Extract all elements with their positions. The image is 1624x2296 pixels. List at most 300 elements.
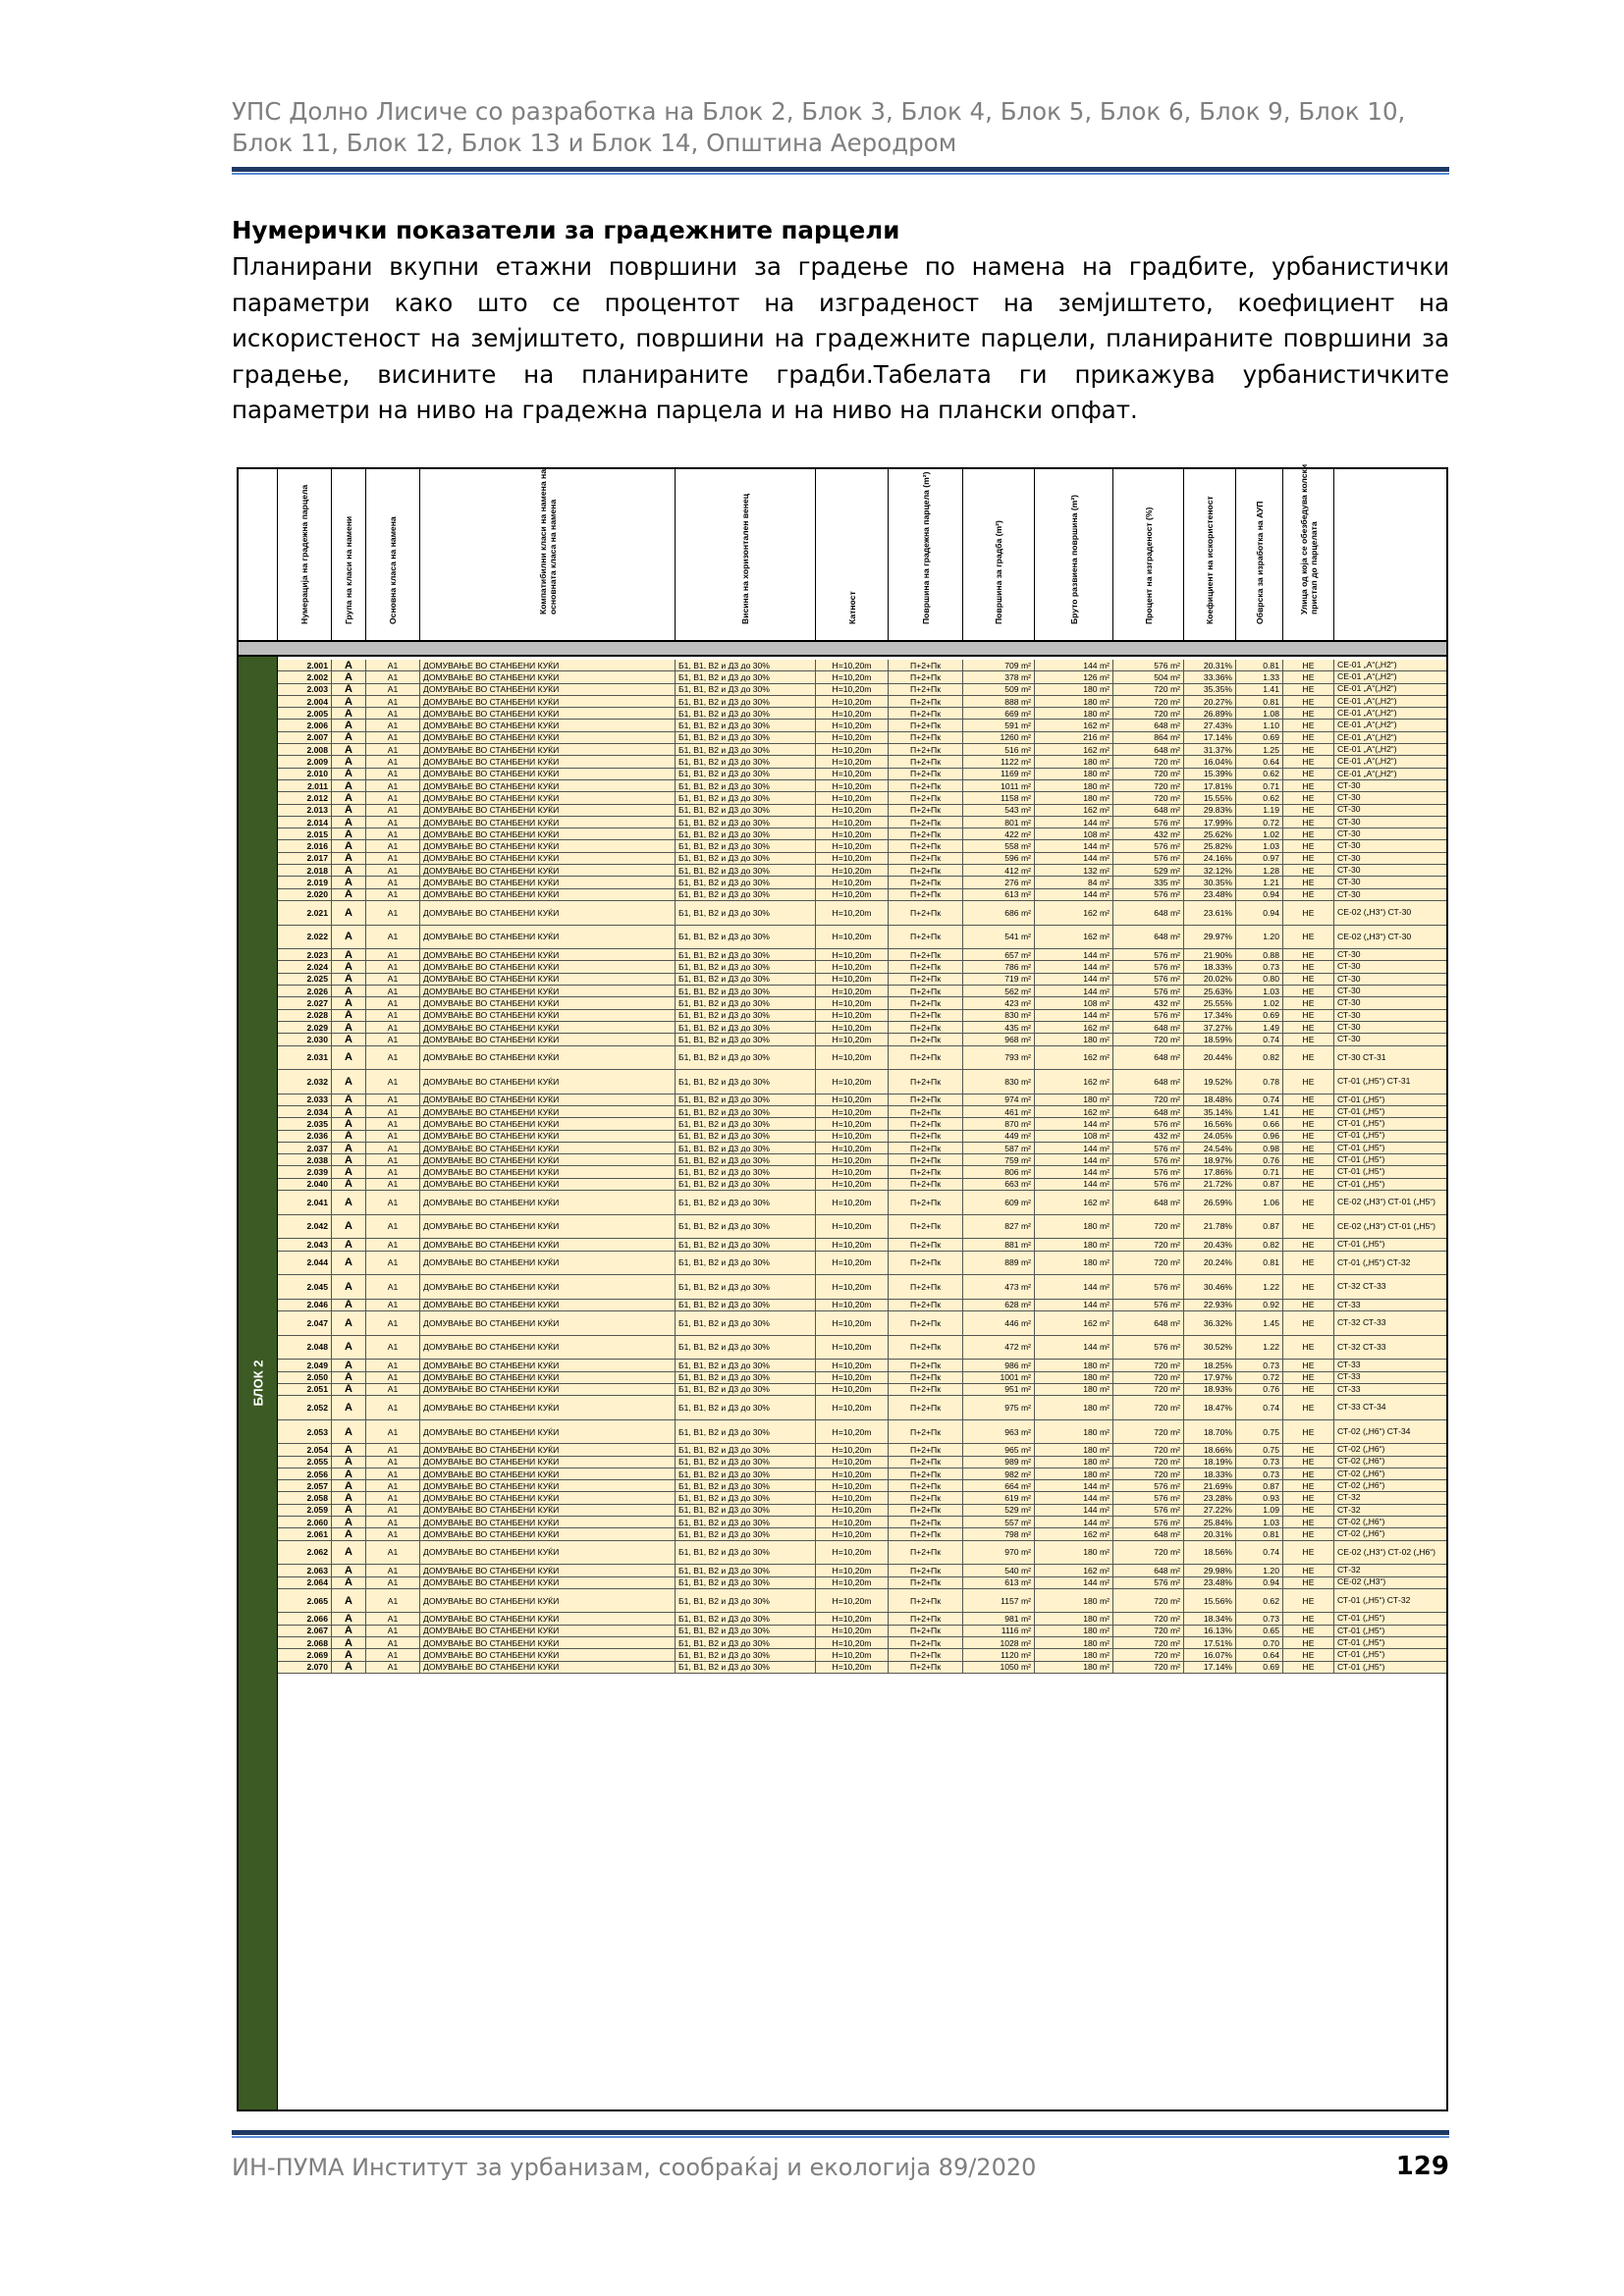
class-group: А bbox=[332, 732, 366, 743]
base-class-name: ДОМУВАЊЕ ВО СТАНБЕНИ КУЌИ bbox=[420, 744, 676, 755]
table-row bbox=[278, 1396, 1446, 1420]
block-label: БЛОК 2 bbox=[250, 1360, 265, 1407]
floors: П+2+Пк bbox=[889, 756, 963, 767]
parcel-number: 2.045 bbox=[278, 1275, 332, 1299]
aup-obligation: НЕ bbox=[1283, 660, 1334, 670]
base-class: А1 bbox=[366, 1384, 420, 1395]
access-street: СТ-32 СТ-33 bbox=[1337, 1281, 1386, 1292]
built-percentage: 25.63% bbox=[1184, 986, 1236, 996]
parcel-number: 2.059 bbox=[278, 1505, 332, 1516]
building-area: 180 m² bbox=[1035, 1541, 1113, 1565]
parcel-number: 2.029 bbox=[278, 1022, 332, 1033]
base-class: А1 bbox=[366, 684, 420, 695]
aup-obligation: НЕ bbox=[1283, 865, 1334, 876]
plot-area: 975 m² bbox=[963, 1396, 1035, 1419]
class-group: А bbox=[332, 1131, 366, 1142]
building-area: 144 m² bbox=[1035, 1118, 1113, 1129]
building-area: 180 m² bbox=[1035, 1589, 1113, 1613]
cornice-height: Н=10,20m bbox=[816, 1649, 889, 1660]
column-header-label: Улица од која се обезбедува колски пристап до парцелата bbox=[1298, 463, 1319, 614]
cornice-height: Н=10,20m bbox=[816, 1275, 889, 1299]
base-class: А1 bbox=[366, 744, 420, 755]
base-class-name: ДОМУВАЊЕ ВО СТАНБЕНИ КУЌИ bbox=[420, 1106, 676, 1117]
building-area: 180 m² bbox=[1035, 1637, 1113, 1648]
building-area: 162 m² bbox=[1035, 1106, 1113, 1117]
built-percentage: 17.14% bbox=[1184, 732, 1236, 743]
compatible-classes: Б1, В1, В2 и Д3 до 30% bbox=[676, 1420, 816, 1444]
base-class: А1 bbox=[366, 1420, 420, 1444]
compatible-classes: Б1, В1, В2 и Д3 до 30% bbox=[676, 1118, 816, 1129]
cornice-height: Н=10,20m bbox=[816, 926, 889, 949]
table-row bbox=[278, 720, 1446, 731]
gross-area: 576 m² bbox=[1113, 949, 1184, 960]
building-area: 180 m² bbox=[1035, 792, 1113, 803]
plot-area: 558 m² bbox=[963, 840, 1035, 851]
plot-area: 888 m² bbox=[963, 696, 1035, 707]
aup-obligation: НЕ bbox=[1283, 1649, 1334, 1660]
built-percentage: 15.55% bbox=[1184, 792, 1236, 803]
gross-area: 648 m² bbox=[1113, 1022, 1184, 1033]
parcel-number: 2.070 bbox=[278, 1662, 332, 1673]
aup-obligation: НЕ bbox=[1283, 1336, 1334, 1360]
access-street: СЕ-02 („Н3“) СТ-01 („Н5“) bbox=[1337, 1220, 1435, 1231]
compatible-classes: Б1, В1, В2 и Д3 до 30% bbox=[676, 1275, 816, 1299]
plot-area: 951 m² bbox=[963, 1384, 1035, 1395]
access-street: СТ-32 СТ-33 bbox=[1337, 1341, 1386, 1352]
base-class-name: ДОМУВАЊЕ ВО СТАНБЕНИ КУЌИ bbox=[420, 1022, 676, 1033]
cornice-height: Н=10,20m bbox=[816, 1577, 889, 1588]
cornice-height: Н=10,20m bbox=[816, 660, 889, 670]
cornice-height: Н=10,20m bbox=[816, 901, 889, 925]
use-coefficient: 1.33 bbox=[1236, 671, 1283, 682]
compatible-classes: Б1, В1, В2 и Д3 до 30% bbox=[676, 1517, 816, 1527]
table-row bbox=[278, 901, 1446, 926]
base-class: А1 bbox=[366, 1360, 420, 1370]
use-coefficient: 0.88 bbox=[1236, 949, 1283, 960]
gross-area: 529 m² bbox=[1113, 865, 1184, 876]
use-coefficient: 0.81 bbox=[1236, 1528, 1283, 1539]
use-coefficient: 0.74 bbox=[1236, 1396, 1283, 1419]
table-row bbox=[278, 1589, 1446, 1614]
building-area: 144 m² bbox=[1035, 1336, 1113, 1360]
built-percentage: 29.98% bbox=[1184, 1565, 1236, 1575]
aup-obligation: НЕ bbox=[1283, 853, 1334, 864]
plot-area: 596 m² bbox=[963, 853, 1035, 864]
column-header-label: Коефициент на искористеност bbox=[1205, 496, 1215, 624]
class-group: А bbox=[332, 1154, 366, 1165]
parcel-number: 2.004 bbox=[278, 696, 332, 707]
built-percentage: 27.43% bbox=[1184, 720, 1236, 730]
gross-area: 576 m² bbox=[1113, 1166, 1184, 1177]
page-number: 129 bbox=[1395, 2152, 1449, 2181]
base-class-name: ДОМУВАЊЕ ВО СТАНБЕНИ КУЌИ bbox=[420, 1034, 676, 1044]
gross-area: 432 m² bbox=[1113, 828, 1184, 839]
base-class-name: ДОМУВАЊЕ ВО СТАНБЕНИ КУЌИ bbox=[420, 817, 676, 828]
column-header-label: Површина за градба (m²) bbox=[994, 520, 1003, 624]
gross-area: 576 m² bbox=[1113, 961, 1184, 972]
plot-area: 827 m² bbox=[963, 1215, 1035, 1239]
built-percentage: 30.35% bbox=[1184, 877, 1236, 887]
base-class-name: ДОМУВАЊЕ ВО СТАНБЕНИ КУЌИ bbox=[420, 696, 676, 707]
parcel-number: 2.037 bbox=[278, 1143, 332, 1153]
column-header bbox=[278, 469, 332, 640]
plot-area: 1157 m² bbox=[963, 1589, 1035, 1613]
class-group: А bbox=[332, 817, 366, 828]
parcel-number: 2.017 bbox=[278, 853, 332, 864]
floors: П+2+Пк bbox=[889, 1022, 963, 1033]
parcel-number: 2.063 bbox=[278, 1565, 332, 1575]
table-row bbox=[278, 792, 1446, 804]
base-class: А1 bbox=[366, 1034, 420, 1044]
floors: П+2+Пк bbox=[889, 1505, 963, 1516]
use-coefficient: 1.20 bbox=[1236, 926, 1283, 949]
access-street: СТ-02 („Н6“) bbox=[1337, 1468, 1385, 1478]
class-group: А bbox=[332, 684, 366, 695]
plot-area: 830 m² bbox=[963, 1010, 1035, 1021]
floors: П+2+Пк bbox=[889, 986, 963, 996]
base-class-name: ДОМУВАЊЕ ВО СТАНБЕНИ КУЌИ bbox=[420, 1457, 676, 1468]
plot-area: 628 m² bbox=[963, 1300, 1035, 1310]
floors: П+2+Пк bbox=[889, 974, 963, 985]
gross-area: 576 m² bbox=[1113, 840, 1184, 851]
cornice-height: Н=10,20m bbox=[816, 1022, 889, 1033]
access-street: СЕ-01 „А“(„Н2“) bbox=[1337, 708, 1397, 719]
built-percentage: 19.52% bbox=[1184, 1070, 1236, 1094]
aup-obligation: НЕ bbox=[1283, 1010, 1334, 1021]
parcel-number: 2.055 bbox=[278, 1457, 332, 1468]
aup-obligation: НЕ bbox=[1283, 961, 1334, 972]
parcel-number: 2.003 bbox=[278, 684, 332, 695]
built-percentage: 18.56% bbox=[1184, 1541, 1236, 1565]
built-percentage: 20.27% bbox=[1184, 696, 1236, 707]
base-class-name: ДОМУВАЊЕ ВО СТАНБЕНИ КУЌИ bbox=[420, 1492, 676, 1503]
gross-area: 720 m² bbox=[1113, 1626, 1184, 1636]
building-area: 180 m² bbox=[1035, 1613, 1113, 1624]
column-header bbox=[366, 469, 420, 640]
parcel-number: 2.006 bbox=[278, 720, 332, 730]
parcel-number: 2.035 bbox=[278, 1118, 332, 1129]
class-group: А bbox=[332, 1528, 366, 1539]
cornice-height: Н=10,20m bbox=[816, 684, 889, 695]
base-class: А1 bbox=[366, 1215, 420, 1239]
column-header bbox=[332, 469, 366, 640]
aup-obligation: НЕ bbox=[1283, 1106, 1334, 1117]
parcel-number: 2.027 bbox=[278, 997, 332, 1008]
use-coefficient: 0.94 bbox=[1236, 1577, 1283, 1588]
gross-area: 576 m² bbox=[1113, 974, 1184, 985]
table-row bbox=[278, 1444, 1446, 1456]
use-coefficient: 1.19 bbox=[1236, 805, 1283, 816]
footer-rule bbox=[232, 2130, 1449, 2135]
base-class-name: ДОМУВАЊЕ ВО СТАНБЕНИ КУЌИ bbox=[420, 1360, 676, 1370]
built-percentage: 15.39% bbox=[1184, 769, 1236, 779]
building-area: 144 m² bbox=[1035, 1505, 1113, 1516]
aup-obligation: НЕ bbox=[1283, 1420, 1334, 1444]
gross-area: 720 m² bbox=[1113, 1360, 1184, 1370]
class-group: А bbox=[332, 1179, 366, 1190]
building-area: 180 m² bbox=[1035, 1649, 1113, 1660]
built-percentage: 25.82% bbox=[1184, 840, 1236, 851]
floors: П+2+Пк bbox=[889, 1480, 963, 1491]
building-area: 144 m² bbox=[1035, 1154, 1113, 1165]
gross-area: 720 m² bbox=[1113, 1034, 1184, 1044]
use-coefficient: 1.08 bbox=[1236, 708, 1283, 719]
class-group: А bbox=[332, 1311, 366, 1335]
access-street: СТ-32 bbox=[1337, 1565, 1361, 1575]
table-row bbox=[278, 1468, 1446, 1480]
use-coefficient: 0.73 bbox=[1236, 1468, 1283, 1479]
cornice-height: Н=10,20m bbox=[816, 805, 889, 816]
built-percentage: 18.34% bbox=[1184, 1613, 1236, 1624]
class-group: А bbox=[332, 769, 366, 779]
plot-area: 435 m² bbox=[963, 1022, 1035, 1033]
table-row bbox=[278, 853, 1446, 865]
built-percentage: 15.56% bbox=[1184, 1589, 1236, 1613]
column-header-label: Обврска за изработка на АУП bbox=[1254, 501, 1265, 624]
cornice-height: Н=10,20m bbox=[816, 756, 889, 767]
base-class: А1 bbox=[366, 708, 420, 719]
building-area: 84 m² bbox=[1035, 877, 1113, 887]
table-row bbox=[278, 1106, 1446, 1118]
table-row bbox=[278, 1457, 1446, 1468]
plot-area: 981 m² bbox=[963, 1613, 1035, 1624]
cornice-height: Н=10,20m bbox=[816, 671, 889, 682]
base-class-name: ДОМУВАЊЕ ВО СТАНБЕНИ КУЌИ bbox=[420, 1311, 676, 1335]
class-group: А bbox=[332, 1626, 366, 1636]
class-group: А bbox=[332, 1336, 366, 1360]
use-coefficient: 1.10 bbox=[1236, 720, 1283, 730]
table-row bbox=[278, 1215, 1446, 1240]
aup-obligation: НЕ bbox=[1283, 1118, 1334, 1129]
built-percentage: 29.83% bbox=[1184, 805, 1236, 816]
compatible-classes: Б1, В1, В2 и Д3 до 30% bbox=[676, 865, 816, 876]
compatible-classes: Б1, В1, В2 и Д3 до 30% bbox=[676, 1505, 816, 1516]
use-coefficient: 1.41 bbox=[1236, 1106, 1283, 1117]
parcel-number: 2.049 bbox=[278, 1360, 332, 1370]
base-class-name: ДОМУВАЊЕ ВО СТАНБЕНИ КУЌИ bbox=[420, 1505, 676, 1516]
base-class-name: ДОМУВАЊЕ ВО СТАНБЕНИ КУЌИ bbox=[420, 997, 676, 1008]
building-area: 180 m² bbox=[1035, 1215, 1113, 1239]
floors: П+2+Пк bbox=[889, 696, 963, 707]
building-area: 180 m² bbox=[1035, 684, 1113, 695]
gross-area: 720 m² bbox=[1113, 1649, 1184, 1660]
floors: П+2+Пк bbox=[889, 949, 963, 960]
floors: П+2+Пк bbox=[889, 865, 963, 876]
building-area: 144 m² bbox=[1035, 974, 1113, 985]
floors: П+2+Пк bbox=[889, 1095, 963, 1105]
compatible-classes: Б1, В1, В2 и Д3 до 30% bbox=[676, 1637, 816, 1648]
built-percentage: 21.72% bbox=[1184, 1179, 1236, 1190]
access-street: СТ-33 bbox=[1337, 1383, 1361, 1394]
building-area: 144 m² bbox=[1035, 1143, 1113, 1153]
base-class: А1 bbox=[366, 1106, 420, 1117]
built-percentage: 24.05% bbox=[1184, 1131, 1236, 1142]
built-percentage: 21.78% bbox=[1184, 1215, 1236, 1239]
floors: П+2+Пк bbox=[889, 1457, 963, 1468]
use-coefficient: 0.62 bbox=[1236, 1589, 1283, 1613]
use-coefficient: 0.97 bbox=[1236, 853, 1283, 864]
plot-area: 657 m² bbox=[963, 949, 1035, 960]
class-group: А bbox=[332, 1046, 366, 1070]
use-coefficient: 0.65 bbox=[1236, 1626, 1283, 1636]
access-street: СТ-33 bbox=[1337, 1299, 1361, 1309]
column-header bbox=[1113, 469, 1184, 640]
base-class-name: ДОМУВАЊЕ ВО СТАНБЕНИ КУЌИ bbox=[420, 671, 676, 682]
use-coefficient: 0.87 bbox=[1236, 1215, 1283, 1239]
compatible-classes: Б1, В1, В2 и Д3 до 30% bbox=[676, 1336, 816, 1360]
base-class-name: ДОМУВАЊЕ ВО СТАНБЕНИ КУЌИ bbox=[420, 926, 676, 949]
gross-area: 720 m² bbox=[1113, 1589, 1184, 1613]
parcel-number: 2.001 bbox=[278, 660, 332, 670]
building-area: 144 m² bbox=[1035, 1577, 1113, 1588]
column-header-label: Компатибилни класи на намена на основната класа на намена bbox=[537, 469, 558, 614]
base-class: А1 bbox=[366, 926, 420, 949]
cornice-height: Н=10,20m bbox=[816, 1565, 889, 1575]
class-group: А bbox=[332, 828, 366, 839]
table-row bbox=[278, 1384, 1446, 1396]
base-class: А1 bbox=[366, 1444, 420, 1455]
built-percentage: 23.28% bbox=[1184, 1492, 1236, 1503]
base-class: А1 bbox=[366, 769, 420, 779]
plot-area: 422 m² bbox=[963, 828, 1035, 839]
parcel-number: 2.042 bbox=[278, 1215, 332, 1239]
aup-obligation: НЕ bbox=[1283, 1311, 1334, 1335]
gross-area: 576 m² bbox=[1113, 1010, 1184, 1021]
built-percentage: 18.59% bbox=[1184, 1034, 1236, 1044]
aup-obligation: НЕ bbox=[1283, 1143, 1334, 1153]
use-coefficient: 0.71 bbox=[1236, 1166, 1283, 1177]
aup-obligation: НЕ bbox=[1283, 1215, 1334, 1239]
plot-area: 378 m² bbox=[963, 671, 1035, 682]
gross-area: 576 m² bbox=[1113, 889, 1184, 900]
floors: П+2+Пк bbox=[889, 1589, 963, 1613]
access-street: СТ-01 („Н5“) bbox=[1337, 1105, 1385, 1116]
cornice-height: Н=10,20m bbox=[816, 1179, 889, 1190]
building-area: 162 m² bbox=[1035, 1565, 1113, 1575]
column-header-label: Процент на изграденост (%) bbox=[1143, 507, 1154, 624]
access-street: СТ-30 bbox=[1337, 986, 1361, 995]
class-group: А bbox=[332, 1106, 366, 1117]
parcel-number: 2.025 bbox=[278, 974, 332, 985]
floors: П+2+Пк bbox=[889, 1613, 963, 1624]
plot-area: 446 m² bbox=[963, 1311, 1035, 1335]
aup-obligation: НЕ bbox=[1283, 1300, 1334, 1310]
building-area: 180 m² bbox=[1035, 1457, 1113, 1468]
plot-area: 889 m² bbox=[963, 1252, 1035, 1275]
floors: П+2+Пк bbox=[889, 1191, 963, 1214]
class-group: А bbox=[332, 1095, 366, 1105]
floors: П+2+Пк bbox=[889, 1252, 963, 1275]
compatible-classes: Б1, В1, В2 и Д3 до 30% bbox=[676, 744, 816, 755]
cornice-height: Н=10,20m bbox=[816, 1637, 889, 1648]
compatible-classes: Б1, В1, В2 и Д3 до 30% bbox=[676, 961, 816, 972]
access-street: СТ-30 bbox=[1337, 779, 1361, 790]
parcel-number: 2.018 bbox=[278, 865, 332, 876]
parcel-number: 2.053 bbox=[278, 1420, 332, 1444]
gross-area: 648 m² bbox=[1113, 744, 1184, 755]
built-percentage: 17.34% bbox=[1184, 1010, 1236, 1021]
building-area: 180 m² bbox=[1035, 1420, 1113, 1444]
compatible-classes: Б1, В1, В2 и Д3 до 30% bbox=[676, 1528, 816, 1539]
building-area: 180 m² bbox=[1035, 1396, 1113, 1419]
base-class-name: ДОМУВАЊЕ ВО СТАНБЕНИ КУЌИ bbox=[420, 1480, 676, 1491]
base-class-name: ДОМУВАЊЕ ВО СТАНБЕНИ КУЌИ bbox=[420, 1662, 676, 1673]
aup-obligation: НЕ bbox=[1283, 926, 1334, 949]
plot-area: 541 m² bbox=[963, 926, 1035, 949]
aup-obligation: НЕ bbox=[1283, 1022, 1334, 1033]
compatible-classes: Б1, В1, В2 и Д3 до 30% bbox=[676, 889, 816, 900]
building-area: 144 m² bbox=[1035, 1492, 1113, 1503]
cornice-height: Н=10,20m bbox=[816, 780, 889, 791]
built-percentage: 17.81% bbox=[1184, 780, 1236, 791]
plot-area: 540 m² bbox=[963, 1565, 1035, 1575]
aup-obligation: НЕ bbox=[1283, 1095, 1334, 1105]
table-row bbox=[278, 1541, 1446, 1566]
base-class-name: ДОМУВАЊЕ ВО СТАНБЕНИ КУЌИ bbox=[420, 889, 676, 900]
gross-area: 648 m² bbox=[1113, 1565, 1184, 1575]
table-row bbox=[278, 1372, 1446, 1384]
table-row bbox=[278, 1191, 1446, 1215]
class-group: А bbox=[332, 1360, 366, 1370]
floors: П+2+Пк bbox=[889, 1468, 963, 1479]
parcel-number: 2.060 bbox=[278, 1517, 332, 1527]
built-percentage: 16.56% bbox=[1184, 1118, 1236, 1129]
built-percentage: 20.31% bbox=[1184, 1528, 1236, 1539]
compatible-classes: Б1, В1, В2 и Д3 до 30% bbox=[676, 1239, 816, 1250]
building-area: 180 m² bbox=[1035, 756, 1113, 767]
access-street: СТ-01 („Н5“) bbox=[1337, 1649, 1385, 1660]
base-class: А1 bbox=[366, 696, 420, 707]
gross-area: 720 m² bbox=[1113, 684, 1184, 695]
access-street: СТ-01 („Н5“) bbox=[1337, 1625, 1385, 1635]
class-group: А bbox=[332, 1480, 366, 1491]
access-street: СТ-30 bbox=[1337, 840, 1361, 851]
aup-obligation: НЕ bbox=[1283, 1179, 1334, 1190]
class-group: А bbox=[332, 1613, 366, 1624]
cornice-height: Н=10,20m bbox=[816, 817, 889, 828]
table-row bbox=[278, 1492, 1446, 1504]
compatible-classes: Б1, В1, В2 и Д3 до 30% bbox=[676, 696, 816, 707]
gross-area: 720 m² bbox=[1113, 1541, 1184, 1565]
table-row bbox=[278, 684, 1446, 696]
gross-area: 720 m² bbox=[1113, 792, 1184, 803]
gross-area: 576 m² bbox=[1113, 1517, 1184, 1527]
built-percentage: 21.90% bbox=[1184, 949, 1236, 960]
base-class-name: ДОМУВАЊЕ ВО СТАНБЕНИ КУЌИ bbox=[420, 840, 676, 851]
use-coefficient: 0.62 bbox=[1236, 769, 1283, 779]
access-street: СТ-30 bbox=[1337, 1009, 1361, 1020]
base-class: А1 bbox=[366, 865, 420, 876]
access-street: СТ-30 bbox=[1337, 877, 1361, 887]
class-group: А bbox=[332, 926, 366, 949]
aup-obligation: НЕ bbox=[1283, 732, 1334, 743]
column-header bbox=[1184, 469, 1236, 640]
building-area: 126 m² bbox=[1035, 671, 1113, 682]
class-group: А bbox=[332, 997, 366, 1008]
plot-area: 473 m² bbox=[963, 1275, 1035, 1299]
building-area: 162 m² bbox=[1035, 1311, 1113, 1335]
floors: П+2+Пк bbox=[889, 1131, 963, 1142]
base-class: А1 bbox=[366, 828, 420, 839]
building-area: 144 m² bbox=[1035, 1275, 1113, 1299]
building-area: 144 m² bbox=[1035, 1179, 1113, 1190]
class-group: А bbox=[332, 1275, 366, 1299]
use-coefficient: 0.82 bbox=[1236, 1046, 1283, 1070]
base-class: А1 bbox=[366, 1311, 420, 1335]
compatible-classes: Б1, В1, В2 и Д3 до 30% bbox=[676, 1022, 816, 1033]
footer-rule-accent bbox=[232, 2136, 1449, 2138]
access-street: СТ-33 bbox=[1337, 1360, 1361, 1370]
